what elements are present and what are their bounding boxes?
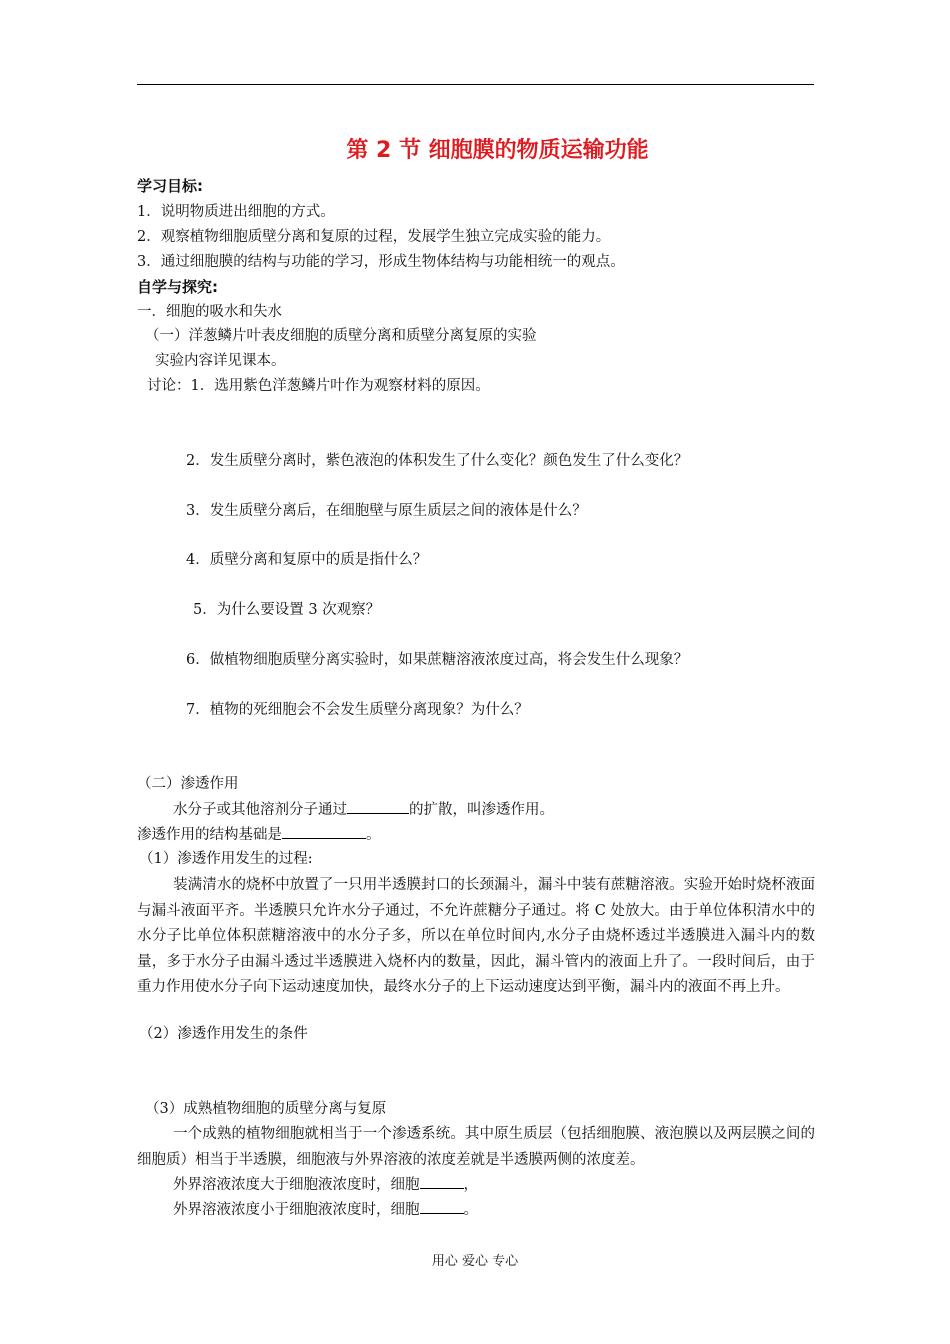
discussion-question: 7．植物的死细胞会不会发生质壁分离现象？为什么？ [186, 702, 529, 718]
objective-item: 3．通过细胞膜的结构与功能的学习，形成生物体结构与功能相统一的观点。 [137, 254, 625, 270]
subsection-heading: （二）渗透作用 [137, 776, 239, 792]
fill-blank[interactable] [420, 1174, 464, 1189]
section-heading: 一．细胞的吸水和失水 [137, 304, 282, 320]
fill-blank[interactable] [420, 1199, 464, 1214]
condition-statement: 外界溶液浓度小于细胞液浓度时，细胞 。 [173, 1199, 478, 1220]
discussion-question: 5．为什么要设置 3 次观察？ [193, 602, 381, 618]
process-paragraph: 装满清水的烧杯中放置了一只用半透膜封口的长颈漏斗，漏斗中装有蔗糖溶液。实验开始时烧杯液面与漏斗液面平齐。半透膜只允许水分子通过，不允许蔗糖分子通过。将 C 处放大。由于单位体积清水中的水分子比单位体积蔗糖溶液中的水分子多，所以在单位时间内,水分子由烧杯透过半透膜进入漏斗内的数量，多于水分子由漏斗透过半透膜进入烧杯内的数量，因此，漏斗管内的液面上升了。一段时间后，由于重力作用使水分子向下运动速度加快，最终水分子的上下运动速度达到平衡，漏斗内的液面不再上升。 [137, 877, 815, 995]
fill-blank[interactable] [282, 824, 366, 839]
discussion-question: 4．质壁分离和复原中的质是指什么？ [186, 552, 428, 568]
plasmolysis-heading: （3）成熟植物细胞的质壁分离与复原 [145, 1101, 387, 1117]
objective-item: 1．说明物质进出细胞的方式。 [137, 204, 335, 220]
discussion-question: 2．发生质壁分离时，紫色液泡的体积发生了什么变化？颜色发生了什么变化？ [186, 453, 689, 469]
discussion-question: 3．发生质壁分离后，在细胞壁与原生质层之间的液体是什么？ [186, 503, 587, 519]
discussion-question: 6．做植物细胞质壁分离实验时，如果蔗糖溶液浓度过高，将会发生什么现象？ [186, 652, 689, 668]
osmosis-basis: 渗透作用的结构基础是 。 [137, 824, 381, 845]
discussion-question: 讨论：1．选用紫色洋葱鳞片叶作为观察材料的原因。 [147, 378, 490, 394]
page-title: 第 2 节 细胞膜的物质运输功能 [346, 138, 649, 163]
conditions-heading: （2）渗透作用发生的条件 [139, 1026, 308, 1042]
page-footer: 用心 爱心 专心 [431, 1254, 519, 1269]
explore-heading: 自学与探究: [137, 278, 218, 296]
process-heading: （1）渗透作用发生的过程: [139, 851, 313, 867]
objective-item: 2．观察植物细胞质壁分离和复原的过程，发展学生独立完成实验的能力。 [137, 229, 611, 245]
plasmolysis-paragraph: 一个成熟的植物细胞就相当于一个渗透系统。其中原生质层（包括细胞膜、液泡膜以及两层膜之间的细胞质）相当于半透膜，细胞液与外界溶液的浓度差就是半透膜两侧的浓度差。 [137, 1126, 815, 1168]
condition-statement: 外界溶液浓度大于细胞液浓度时，细胞 ， [173, 1174, 478, 1195]
subsection-heading: （一）洋葱鳞片叶表皮细胞的质壁分离和质壁分离复原的实验 [145, 328, 537, 344]
fill-blank[interactable] [347, 799, 409, 814]
objectives-heading: 学习目标: [137, 177, 203, 195]
header-rule [137, 84, 814, 85]
experiment-note: 实验内容详见课本。 [155, 353, 286, 369]
osmosis-definition: 水分子或其他溶剂分子通过 的扩散，叫渗透作用。 [173, 799, 554, 820]
